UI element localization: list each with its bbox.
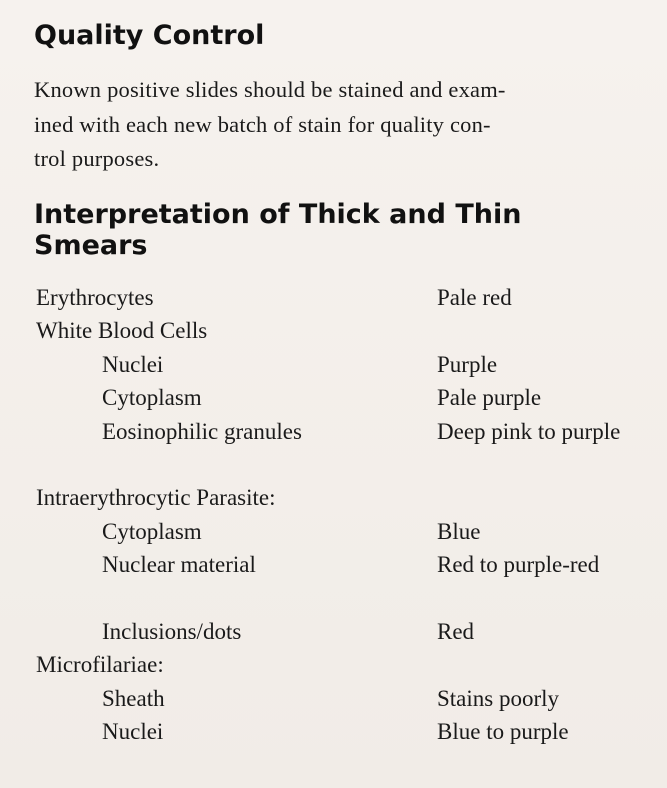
- table-row: [0, 314, 667, 347]
- table-row: [0, 682, 667, 715]
- row-value: Pale red: [437, 285, 512, 310]
- row-label: Microfilariae:: [36, 652, 164, 678]
- row-value: Pale purple: [437, 385, 542, 411]
- table-row: [0, 548, 667, 615]
- table-row: [0, 415, 667, 482]
- paragraph-line: ined with each new batch of stain for quality con-: [34, 111, 491, 137]
- row-label: Nuclei: [102, 351, 164, 377]
- stain-interpretation-table: [0, 281, 667, 749]
- row-value: Blue to purple: [437, 719, 569, 745]
- row-value: Red: [437, 618, 475, 644]
- table-row: [0, 515, 667, 548]
- row-label: Intraerythrocytic Parasite:: [36, 485, 276, 511]
- row-label: Nuclei: [102, 719, 164, 745]
- table-row: [0, 615, 667, 648]
- row-value: Stains poorly: [437, 685, 560, 711]
- interpretation-heading: Interpretation of Thick and Thin Smears: [34, 199, 522, 261]
- paragraph-line: Known positive slides should be stained and exam-: [34, 77, 506, 102]
- row-label: Sheath: [102, 685, 165, 711]
- row-label: Nuclear material: [102, 552, 256, 578]
- row-value: Deep pink to purple: [437, 418, 621, 444]
- row-label: Cytoplasm: [102, 385, 202, 411]
- row-value: Purple: [437, 351, 498, 377]
- table-row: [0, 648, 667, 681]
- row-label: Eosinophilic granules: [102, 418, 302, 444]
- row-label: Cytoplasm: [102, 518, 202, 544]
- row-value: Blue: [437, 518, 481, 544]
- row-label: White Blood Cells: [36, 318, 208, 344]
- row-label: Erythrocytes: [36, 285, 154, 310]
- table-row: [0, 481, 667, 514]
- table-row: [0, 281, 667, 314]
- table-row: [0, 348, 667, 381]
- paragraph-line: trol purposes.: [34, 146, 160, 171]
- row-label: Inclusions/dots: [102, 618, 242, 644]
- table-row: [0, 381, 667, 414]
- table-row: [0, 715, 667, 748]
- quality-control-paragraph: [34, 73, 634, 177]
- row-value: Red to purple-red: [437, 552, 600, 578]
- quality-control-heading: Quality Control: [34, 20, 265, 51]
